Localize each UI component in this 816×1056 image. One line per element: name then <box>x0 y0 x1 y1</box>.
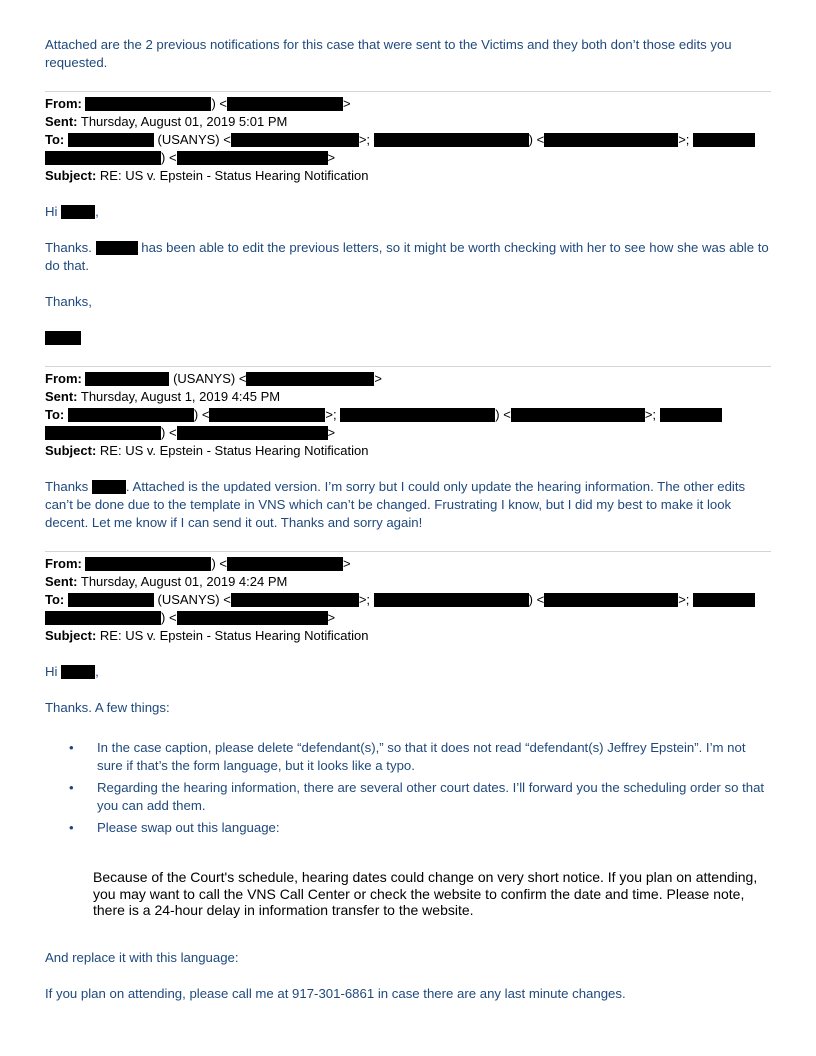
subject-text: RE: US v. Epstein - Status Hearing Notification <box>99 628 369 643</box>
redaction-block <box>227 557 343 571</box>
list-item <box>45 819 771 837</box>
body-text: Thanks. <box>45 240 96 255</box>
to-org: (USANYS) < <box>157 132 231 147</box>
to-label: To: <box>45 592 65 607</box>
sent-label: Sent: <box>45 574 78 589</box>
subject-label: Subject: <box>45 168 97 183</box>
signoff: Thanks, <box>45 294 92 309</box>
punct: >; <box>358 132 371 147</box>
punct: ) < <box>495 407 511 422</box>
bullet-list <box>45 739 771 837</box>
punct: ) < <box>193 407 210 422</box>
email-thread <box>45 36 771 1003</box>
redaction-block <box>544 593 678 607</box>
sent-date: Thursday, August 1, 2019 4:45 PM <box>80 389 281 404</box>
redaction-block <box>511 408 645 422</box>
greeting-comma: , <box>95 664 99 679</box>
redaction-block <box>68 408 194 422</box>
subject-label: Subject: <box>45 443 97 458</box>
redaction-block <box>61 205 95 219</box>
to-org: (USANYS) < <box>157 592 231 607</box>
email-header-3 <box>45 555 771 645</box>
body-text: has been able to edit the previous letters, so it might be worth checking with her to see how she was able to do that. <box>45 240 769 273</box>
redaction-block <box>68 593 154 607</box>
redaction-block <box>177 426 328 440</box>
from-org: (USANYS) < <box>173 371 247 386</box>
redaction-block <box>544 133 678 147</box>
punct: >; <box>358 592 371 607</box>
redaction-block <box>693 133 755 147</box>
to-label: To: <box>45 407 65 422</box>
punct: >; <box>678 132 690 147</box>
redaction-block <box>177 151 328 165</box>
list-item-text: Regarding the hearing information, there are several other court dates. I’ll forward you the scheduling order so that you can add them. <box>97 780 765 813</box>
bullet-icon: • <box>69 740 74 755</box>
punct: > <box>374 371 383 386</box>
punct: ) < <box>161 425 177 440</box>
redaction-block <box>45 331 81 345</box>
bullet-icon: • <box>69 820 74 835</box>
sent-label: Sent: <box>45 389 78 404</box>
punct: > <box>327 150 336 165</box>
redaction-block <box>92 480 126 494</box>
replace-text: And replace it with this language: <box>45 949 239 965</box>
punct: > <box>343 556 351 571</box>
redaction-block <box>45 151 161 165</box>
intro-text: Attached are the 2 previous notifications for this case that were sent to the Victims and they both don’t those edits you requested. <box>45 37 732 70</box>
list-item <box>45 739 771 775</box>
from-label: From: <box>45 371 82 386</box>
bullet-icon: • <box>69 780 74 795</box>
subject-label: Subject: <box>45 628 97 643</box>
punct: ) < <box>528 592 545 607</box>
greeting <box>45 663 771 681</box>
punct: ) < <box>161 150 177 165</box>
redaction-block <box>85 372 169 386</box>
new-language: If you plan on attending, please call me at 917-301-6861 in case there are any last minute changes. <box>45 985 626 1001</box>
redaction-block <box>246 372 374 386</box>
redaction-block <box>45 426 161 440</box>
redaction-block <box>85 97 211 111</box>
redaction-block <box>227 97 343 111</box>
sent-date: Thursday, August 01, 2019 5:01 PM <box>80 114 288 129</box>
quoted-language: Because of the Court's schedule, hearing dates could change on very short notice. If you plan on attending, you may want to call the VNS Call Center or check the website to confirm the date and time. Please note, there is a 24-hour delay in information transfer to the website. <box>93 869 758 918</box>
punct: ) < <box>211 96 228 111</box>
redaction-block <box>340 408 495 422</box>
redaction-block <box>660 408 722 422</box>
body-text: . Attached is the updated version. I’m sorry but I could only update the hearing information. The other edits can’t be done due to the template in VNS which can’t be changed. Frustrating I know, but I did my best to make it look decent. Let me know if I can send it out. Thanks and sorry again! <box>45 479 746 530</box>
from-label: From: <box>45 96 82 111</box>
redaction-block <box>209 408 325 422</box>
list-item-text: Please swap out this language: <box>97 820 280 835</box>
redaction-block <box>693 593 755 607</box>
redaction-block <box>96 241 138 255</box>
redaction-block <box>45 611 161 625</box>
redaction-block <box>231 593 359 607</box>
from-label: From: <box>45 556 82 571</box>
email-body-2 <box>45 478 771 532</box>
greeting-text: Hi <box>45 204 62 219</box>
subject-text: RE: US v. Epstein - Status Hearing Notification <box>99 168 369 183</box>
punct: ) < <box>211 556 228 571</box>
lead-text: Thanks. A few things: <box>45 700 170 715</box>
punct: >; <box>325 407 337 422</box>
redaction-block <box>61 665 95 679</box>
greeting-text: Hi <box>45 664 62 679</box>
email-header-1 <box>45 95 771 185</box>
punct: >; <box>678 592 690 607</box>
punct: > <box>327 610 336 625</box>
punct: > <box>327 425 336 440</box>
sent-date: Thursday, August 01, 2019 4:24 PM <box>80 574 288 589</box>
redaction-block <box>177 611 328 625</box>
punct: >; <box>644 407 657 422</box>
subject-text: RE: US v. Epstein - Status Hearing Notification <box>99 443 369 458</box>
redaction-block <box>68 133 154 147</box>
punct: ) < <box>528 132 545 147</box>
punct: > <box>343 96 351 111</box>
email-body-1 <box>45 239 771 275</box>
greeting <box>45 203 771 221</box>
sent-label: Sent: <box>45 114 78 129</box>
email-header-2 <box>45 370 771 460</box>
list-item <box>45 779 771 815</box>
to-label: To: <box>45 132 65 147</box>
greeting-comma: , <box>95 204 99 219</box>
redaction-block <box>374 593 529 607</box>
redaction-block <box>374 133 529 147</box>
punct: ) < <box>161 610 177 625</box>
signature <box>45 329 771 347</box>
list-item-text: In the case caption, please delete “defendant(s),” so that it does not read “defendant(s) Jeffrey Epstein”. I’m not sure if that’s the form language, but it looks like a typo. <box>97 740 746 773</box>
redaction-block <box>85 557 211 571</box>
redaction-block <box>231 133 359 147</box>
body-text: Thanks <box>45 479 92 494</box>
